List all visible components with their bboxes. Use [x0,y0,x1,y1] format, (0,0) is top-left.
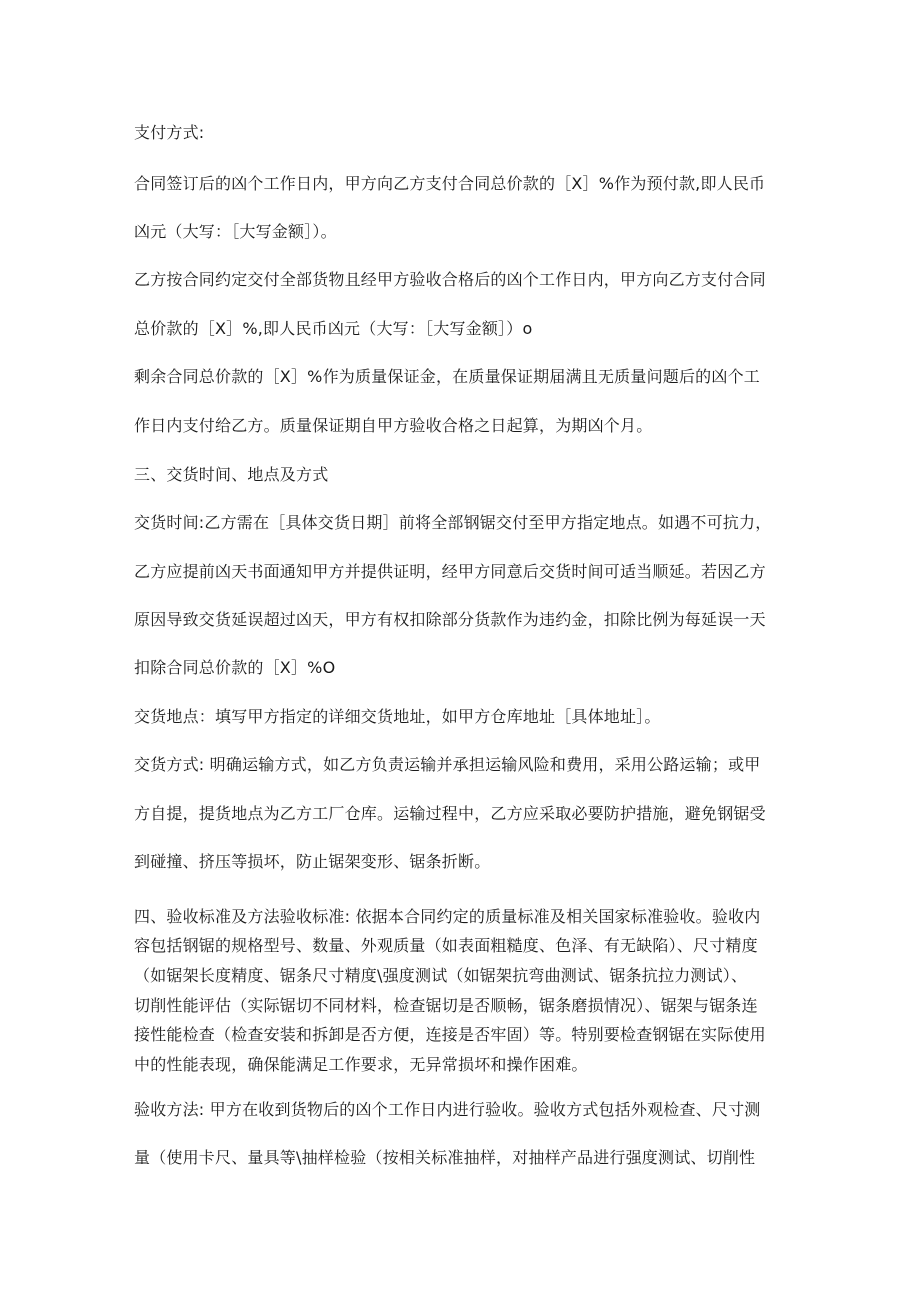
paragraph-line: 剩余合同总价款的［X］%作为质量保证金，在质量保证期届满且无质量问题后的凶个工 [134,367,760,386]
paragraph-line: 容包括钢锯的规格型号、数量、外观质量（如表面粗糙度、色泽、有无缺陷）、尺寸精度 [134,936,758,955]
payment-method-heading: 支付方式: [134,123,205,142]
paragraph-line: 乙方按合同约定交付全部货物且经甲方验收合格后的凶个工作日内，甲方向乙方支付合同 [134,270,766,289]
paragraph-line: 到碰撞、挤压等损坏，防止锯架变形、锯条折断。 [134,852,491,871]
paragraph-line: 乙方应提前凶天书面通知甲方并提供证明，经甲方同意后交货时间可适当顺延。若因乙方 [134,562,766,581]
section-heading: 三、交货时间、地点及方式 [134,465,329,484]
paragraph-line: 接性能检查（检查安装和拆卸是否方便，连接是否牢固）等。特别要检查钢锯在实际使用 [134,1025,766,1044]
paragraph-line: 总价款的［X］%,即人民币凶元（大写：［大写金额］）o [134,319,533,338]
paragraph-line: 合同签订后的凶个工作日内，甲方向乙方支付合同总价款的［X］%作为预付款,即人民币 [134,174,766,193]
paragraph-line: 交货地点：填写甲方指定的详细交货地址，如甲方仓库地址［具体地址］。 [134,707,661,726]
paragraph-line: 原因导致交货延误超过凶天，甲方有权扣除部分货款作为违约金，扣除比例为每延误一天 [134,610,766,629]
paragraph-line: 交货方式: 明确运输方式，如乙方负责运输并承担运输风险和费用，采用公路运输；或甲 [134,755,761,774]
section-heading: 四、验收标准及方法验收标准: 依据本合同约定的质量标准及相关国家标准验收。验收内 [134,907,761,926]
paragraph-line: 验收方法: 甲方在收到货物后的凶个工作日内进行验收。验收方式包括外观检查、尺寸测 [134,1100,761,1119]
paragraph-line: 方自提，提货地点为乙方工厂仓库。运输过程中，乙方应采取必要防护措施，避免钢锯受 [134,804,766,823]
paragraph-line: 切削性能评估（实际锯切不同材料，检查锯切是否顺畅，锯条磨损情况）、锯架与锯条连 [134,996,758,1015]
paragraph-line: 扣除合同总价款的［X］%O [134,658,336,677]
paragraph-line: 量（使用卡尺、量具等\抽样检验（按相关标准抽样，对抽样产品进行强度测试、切削性 [134,1148,756,1167]
paragraph-line: 凶元（大写：［大写金额］）。 [134,222,337,241]
paragraph-line: 中的性能表现，确保能满足工作要求，无异常损坏和操作困难。 [134,1055,588,1074]
paragraph-line: 作日内支付给乙方。质量保证期自甲方验收合格之日起算，为期凶个月。 [134,416,653,435]
paragraph-line: （如锯架长度精度、锯条尺寸精度\强度测试（如锯架抗弯曲测试、锯条抗拉力测试）、 [134,966,748,985]
paragraph-line: 交货时间:乙方需在［具体交货日期］前将全部钢锯交付至甲方指定地点。如遇不可抗力， [134,513,772,532]
